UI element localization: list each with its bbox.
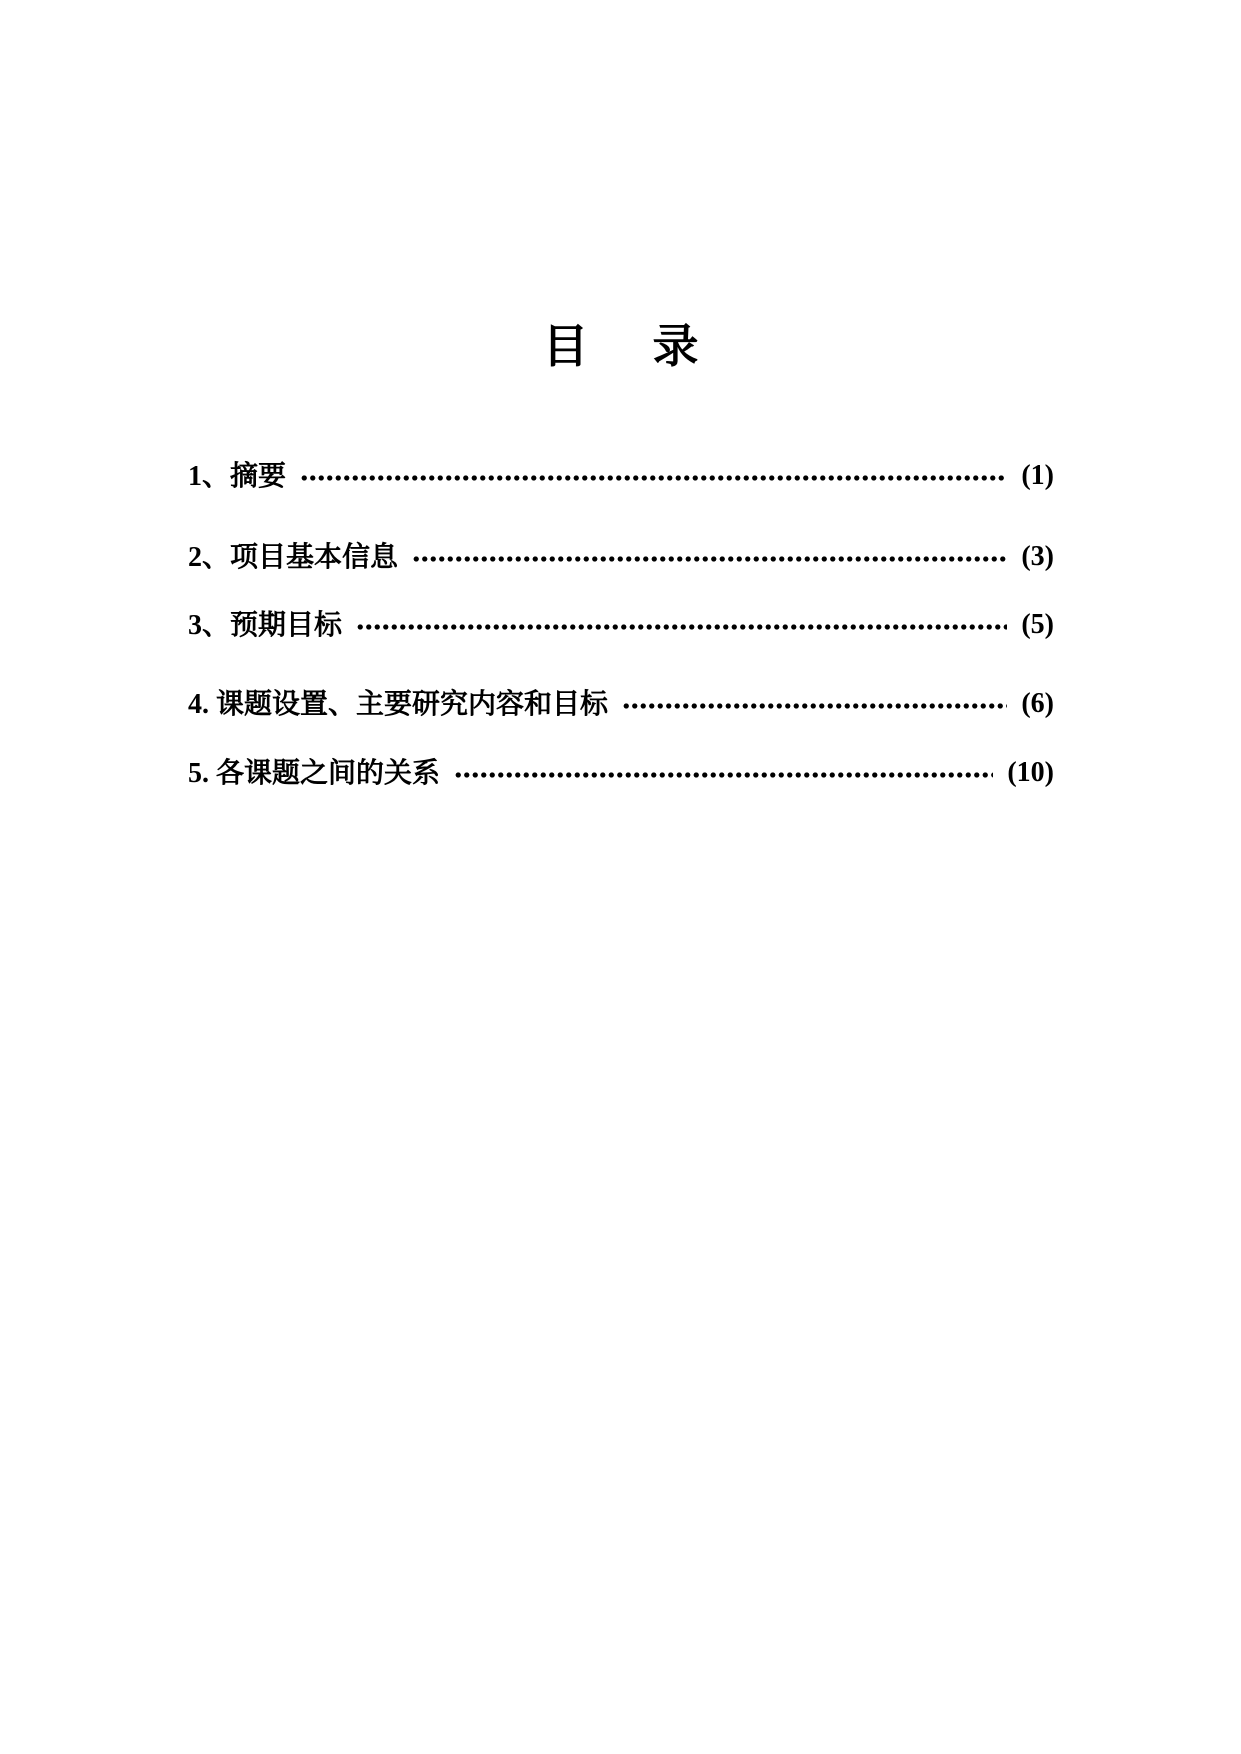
dot-leader: [412, 555, 1007, 563]
toc-entry-title: 预期目标: [230, 607, 343, 641]
toc-entry-page-number: (6): [1021, 688, 1054, 719]
toc-entry-number: 1、: [188, 460, 231, 492]
dot-leader: [300, 474, 1007, 482]
toc-entry-expected-goals[interactable]: [188, 605, 1054, 645]
toc-entry-title: 课题设置、主要研究内容和目标: [216, 686, 609, 720]
toc-entry-abstract[interactable]: [188, 456, 1054, 496]
toc-entry-label: [188, 684, 608, 725]
toc-entry-number: 2、: [188, 541, 231, 573]
toc-entry-topic-relations[interactable]: [188, 753, 1054, 793]
dot-leader: [622, 702, 1007, 710]
toc-entry-number: 3、: [188, 609, 231, 641]
toc-entry-title: 各课题之间的关系: [216, 755, 441, 789]
toc-entry-page-number: (10): [1007, 757, 1054, 788]
toc-entry-topic-settings[interactable]: [188, 684, 1054, 724]
page-title: 目 录: [542, 319, 723, 373]
dot-leader: [454, 771, 993, 779]
toc-entry-label: [188, 537, 398, 578]
toc-entry-label: [188, 605, 342, 646]
toc-entry-label: [188, 753, 440, 794]
toc-entry-title: 项目基本信息: [230, 539, 399, 573]
toc-entry-page-number: (3): [1021, 541, 1054, 572]
toc-entry-label: [188, 456, 286, 497]
toc-entry-page-number: (1): [1021, 460, 1054, 491]
toc-entry-number: 4.: [188, 688, 216, 720]
toc-entry-page-number: (5): [1021, 609, 1054, 640]
dot-leader: [356, 623, 1007, 631]
toc-entry-project-info[interactable]: [188, 537, 1054, 577]
toc-entry-title: 摘要: [230, 458, 287, 492]
toc-entry-number: 5.: [188, 757, 216, 789]
